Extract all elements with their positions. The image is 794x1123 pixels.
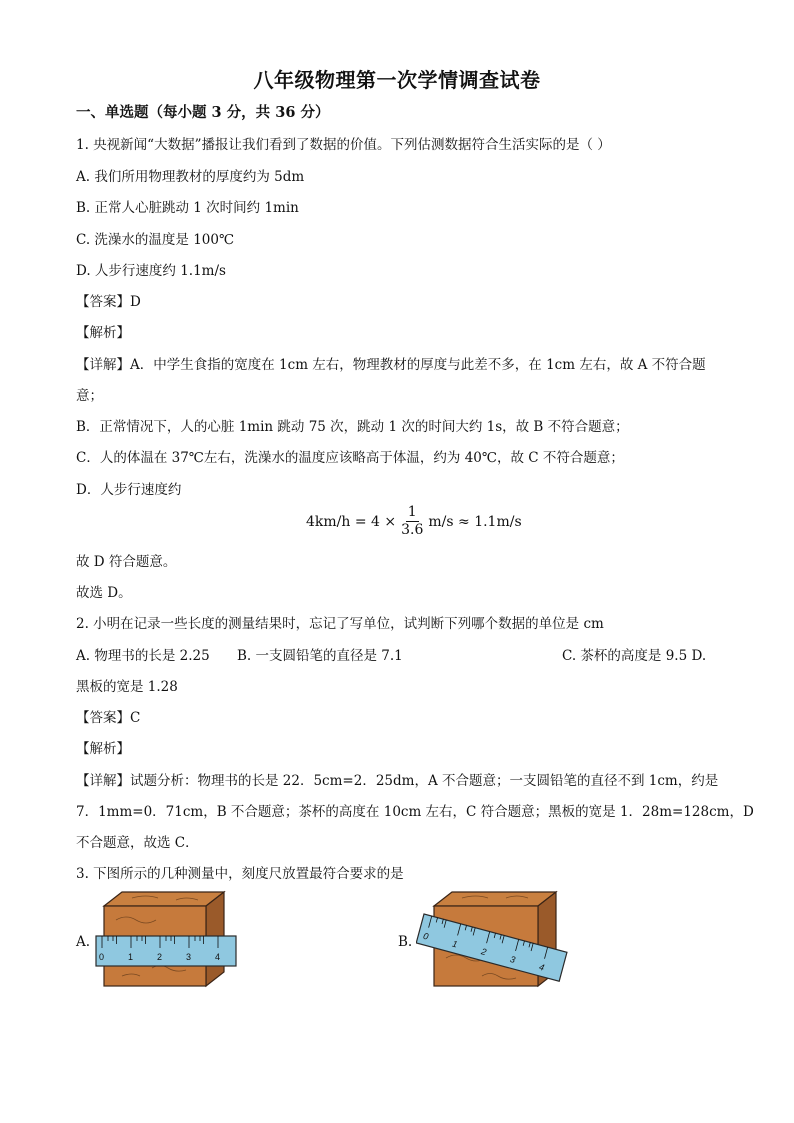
formula-fraction [399, 504, 425, 539]
q2-analysis-label: 【解析】 [76, 741, 130, 757]
q2-option-b: B. 一支圆铅笔的直径是 7.1 [237, 648, 403, 664]
svg-text:0: 0 [422, 930, 430, 942]
formula-right: m/s ≈ 1.1m/s [428, 513, 522, 530]
q1-detail-2: 意； [76, 388, 103, 404]
fraction-numerator: 1 [407, 504, 417, 520]
q1-detail-1: 【详解】A．中学生食指的宽度在 1cm 左右，物理教材的厚度与此差不多，在 1cm 左右，故 A 不符合题 [76, 357, 706, 373]
page-title: 八年级物理第一次学情调查试卷 [253, 68, 541, 92]
q1-answer: 【答案】D [76, 294, 141, 310]
q1-detail-6: 故 D 符合题意。 [76, 554, 177, 570]
q1-detail-3: B．正常情况下，人的心脏 1min 跳动 75 次，跳动 1 次的时间大约 1s，故 B 不符合题意； [76, 419, 629, 435]
q1-conclusion: 故选 D。 [76, 585, 132, 601]
q2-detail-1: 【详解】试题分析：物理书的长是 22．5cm=2．25dm，A 不合题意；一支圆铅笔的直径不到 1cm，约是 [76, 773, 719, 789]
svg-text:2: 2 [157, 952, 163, 962]
figure-b-label: B. [398, 934, 413, 950]
svg-text:3: 3 [509, 954, 517, 965]
figure-a-ruler-on-block [92, 890, 242, 990]
svg-text:1: 1 [128, 952, 134, 962]
q2-answer: 【答案】C [76, 710, 141, 726]
formula-left: 4km/h = 4 × [306, 513, 397, 530]
question-2-stem: 2. 小明在记录一些长度的测量结果时，忘记了写单位，试判断下列哪个数据的单位是 cm [76, 616, 604, 632]
q2-detail-3: 不合题意，故选 C． [76, 835, 199, 851]
q1-option-b: B. 正常人心脏跳动 1 次时间约 1min [76, 200, 299, 216]
q1-detail-5: D．人步行速度约 [76, 482, 182, 498]
q1-option-a: A. 我们所用物理教材的厚度约为 5dm [76, 169, 305, 185]
q2-detail-2: 7．1mm=0．71cm，B 不合题意；茶杯的高度在 10cm 左右，C 符合题意；黑板的宽是 1．28m=128cm，D [76, 804, 754, 820]
q2-option-a: A. 物理书的长是 2.25 [76, 648, 210, 664]
svg-text:2: 2 [480, 946, 488, 958]
question-3-stem: 3. 下图所示的几种测量中，刻度尺放置最符合要求的是 [76, 866, 404, 882]
svg-text:0: 0 [99, 952, 105, 962]
figure-b-tilted-ruler-on-block [416, 888, 576, 992]
svg-text:4: 4 [215, 952, 221, 962]
svg-text:1: 1 [451, 938, 459, 950]
svg-text:4: 4 [538, 961, 546, 973]
svg-text:3: 3 [186, 952, 192, 962]
figure-a-label: A. [76, 934, 91, 950]
fraction-denominator: 3.6 [401, 522, 424, 538]
q2-option-d-cont: 黑板的宽是 1.28 [76, 679, 178, 695]
q1-option-d: D. 人步行速度约 1.1m/s [76, 263, 226, 279]
q1-analysis-label: 【解析】 [76, 325, 130, 341]
q1-option-c: C. 洗澡水的温度是 100℃ [76, 232, 235, 248]
section-heading: 一、单选题（每小题 3 分，共 36 分） [76, 104, 330, 121]
q1-detail-4: C．人的体温在 37℃左右，洗澡水的温度应该略高于体温，约为 40℃，故 C 不符合题意； [76, 450, 624, 466]
question-1-stem: 1. 央视新闻“大数据”播报让我们看到了数据的价值。下列估测数据符合生活实际的是（ ） [76, 137, 611, 153]
speed-formula [306, 504, 522, 539]
q2-option-c: C. 茶杯的高度是 9.5 D. [562, 648, 707, 664]
